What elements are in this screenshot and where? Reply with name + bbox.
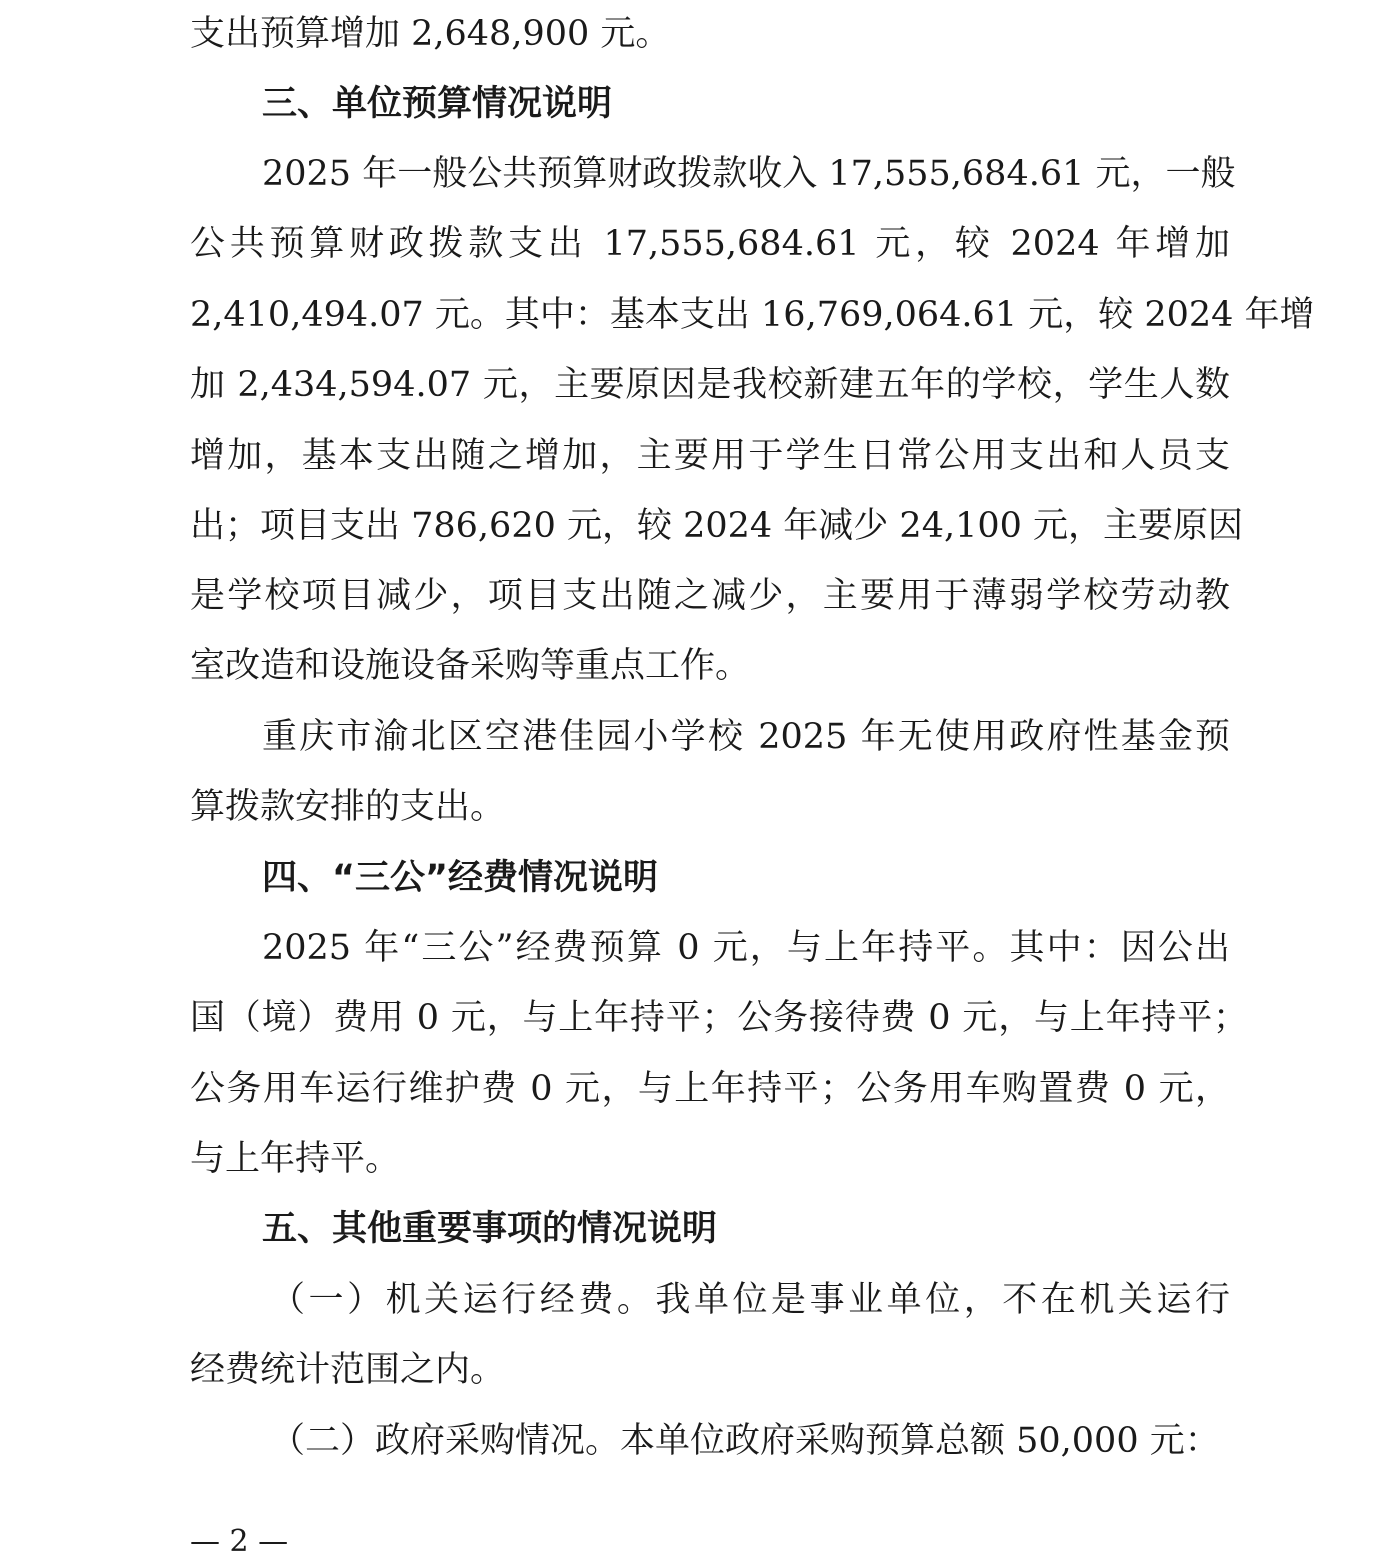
- paragraph-line: 重庆市渝北区空港佳园小学校 2025 年无使用政府性基金预: [262, 717, 1230, 757]
- paragraph-line: （一）机关运行经费。我单位是事业单位，不在机关运行: [270, 1280, 1230, 1320]
- paragraph-line: 2025 年“三公”经费预算 0 元，与上年持平。其中：因公出: [262, 928, 1230, 968]
- paragraph-line: 室改造和设施设备采购等重点工作。: [190, 646, 751, 686]
- paragraph-line: 出；项目支出 786,620 元，较 2024 年减少 24,100 元，主要原因: [190, 506, 1244, 546]
- section-heading-5: 五、其他重要事项的情况说明: [262, 1209, 718, 1249]
- paragraph-line: 算拨款安排的支出。: [190, 787, 506, 827]
- paragraph-line-continuation: 支出预算增加 2,648,900 元。: [190, 14, 671, 54]
- paragraph-line: 增加，基本支出随之增加，主要用于学生日常公用支出和人员支: [190, 436, 1230, 476]
- paragraph-line: 2,410,494.07 元。其中：基本支出 16,769,064.61 元，较 2024 年增: [190, 295, 1315, 335]
- paragraph-line: 2025 年一般公共预算财政拨款收入 17,555,684.61 元，一般: [262, 154, 1236, 194]
- paragraph-line: 国（境）费用 0 元，与上年持平；公务接待费 0 元，与上年持平；: [190, 998, 1248, 1038]
- paragraph-line: （二）政府采购情况。本单位政府采购预算总额 50,000 元：: [270, 1421, 1220, 1461]
- section-heading-3: 三、单位预算情况说明: [262, 84, 613, 124]
- paragraph-line: 公共预算财政拨款支出 17,555,684.61 元，较 2024 年增加: [190, 224, 1230, 264]
- paragraph-line: 是学校项目减少，项目支出随之减少，主要用于薄弱学校劳动教: [190, 576, 1230, 616]
- paragraph-line: 与上年持平。: [190, 1139, 401, 1179]
- section-heading-4: 四、“三公”经费情况说明: [262, 858, 659, 898]
- paragraph-line: 经费统计范围之内。: [190, 1350, 506, 1390]
- paragraph-line: 加 2,434,594.07 元，主要原因是我校新建五年的学校，学生人数: [190, 365, 1230, 405]
- paragraph-line: 公务用车运行维护费 0 元，与上年持平；公务用车购置费 0 元，: [190, 1069, 1230, 1109]
- page-number: — 2 —: [190, 1524, 289, 1559]
